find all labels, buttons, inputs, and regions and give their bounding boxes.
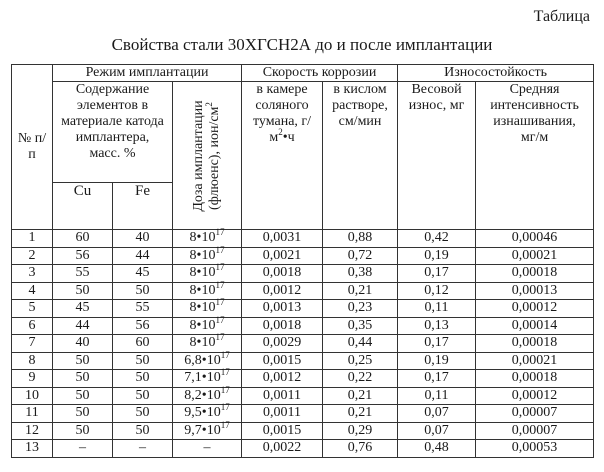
cell-acid: 0,29: [323, 422, 398, 440]
dose-value: 8•10: [190, 318, 216, 333]
cell-dose: [173, 230, 242, 248]
cell-wear-rate: 0,00046: [476, 230, 594, 248]
dose-value: 9,5•10: [184, 405, 220, 420]
header-salt-fog-sup: 2: [278, 127, 283, 137]
cell-salt-fog: 0,0021: [242, 247, 323, 265]
cell-cu: 55: [53, 265, 113, 283]
cell-weight-loss: 0,48: [398, 440, 476, 458]
header-dose-line2: [207, 100, 223, 211]
cell-salt-fog: 0,0022: [242, 440, 323, 458]
cell-salt-fog: 0,0015: [242, 422, 323, 440]
table-row: [12, 440, 594, 458]
cell-dose: [173, 335, 242, 353]
cell-cu: 45: [53, 300, 113, 318]
cell-cu: 50: [53, 405, 113, 423]
cell-num: 2: [12, 247, 53, 265]
dose-value: 8•10: [190, 248, 216, 263]
cell-weight-loss: 0,07: [398, 405, 476, 423]
dose-value: 8•10: [190, 265, 216, 280]
cell-cu: 60: [53, 230, 113, 248]
cell-weight-loss: 0,17: [398, 265, 476, 283]
cell-salt-fog: 0,0013: [242, 300, 323, 318]
cell-fe: 40: [113, 230, 173, 248]
table-body: [12, 230, 594, 458]
cell-acid: 0,25: [323, 352, 398, 370]
cell-cu: 56: [53, 247, 113, 265]
cell-salt-fog: 0,0018: [242, 265, 323, 283]
cell-wear-rate: 0,00014: [476, 317, 594, 335]
cell-acid: 0,35: [323, 317, 398, 335]
cell-wear-rate: 0,00021: [476, 247, 594, 265]
cell-salt-fog: 0,0011: [242, 387, 323, 405]
header-weight-loss: Весовой износ, мг: [398, 82, 476, 230]
table-row: [12, 247, 594, 265]
dose-value: 8,2•10: [184, 388, 220, 403]
cell-salt-fog: 0,0029: [242, 335, 323, 353]
cell-num: 7: [12, 335, 53, 353]
cell-cu: 50: [53, 352, 113, 370]
cell-weight-loss: 0,17: [398, 370, 476, 388]
header-salt-fog-text: в камере соляного тумана, г/м: [253, 82, 311, 145]
header-dose-text: [191, 100, 223, 211]
dose-exponent: 17: [221, 402, 230, 412]
dose-value: 8•10: [190, 335, 216, 350]
cell-weight-loss: 0,42: [398, 230, 476, 248]
cell-dose: [173, 440, 242, 458]
header-salt-fog-unit: •ч: [283, 130, 295, 145]
dose-value: 8•10: [190, 300, 216, 315]
dose-exponent: 17: [221, 367, 230, 377]
cell-fe: 50: [113, 370, 173, 388]
cell-dose: [173, 300, 242, 318]
header-dose-unit: (флюенс), ион/см: [207, 106, 222, 209]
dose-exponent: 17: [215, 315, 224, 325]
cell-wear-rate: 0,00012: [476, 387, 594, 405]
table-row: [12, 282, 594, 300]
cell-dose: [173, 422, 242, 440]
cell-acid: 0,21: [323, 387, 398, 405]
header-mode: Режим имплантации: [53, 65, 242, 82]
header-wear: Износостойкость: [398, 65, 594, 82]
cell-wear-rate: 0,00012: [476, 300, 594, 318]
cell-fe: –: [113, 440, 173, 458]
cell-fe: 50: [113, 405, 173, 423]
dose-exponent: 17: [221, 420, 230, 430]
cell-cu: 44: [53, 317, 113, 335]
dose-exponent: 17: [215, 262, 224, 272]
header-dose-line1: Доза имплантации: [191, 100, 207, 211]
cell-wear-rate: 0,00007: [476, 405, 594, 423]
cell-acid: 0,23: [323, 300, 398, 318]
cell-fe: 55: [113, 300, 173, 318]
cell-cu: 50: [53, 387, 113, 405]
cell-num: 12: [12, 422, 53, 440]
cell-salt-fog: 0,0015: [242, 352, 323, 370]
cell-num: 10: [12, 387, 53, 405]
cell-salt-fog: 0,0018: [242, 317, 323, 335]
cell-fe: 45: [113, 265, 173, 283]
cell-weight-loss: 0,07: [398, 422, 476, 440]
cell-dose: [173, 405, 242, 423]
table-row: [12, 405, 594, 423]
cell-fe: 44: [113, 247, 173, 265]
table-row: [12, 317, 594, 335]
dose-value: 6,8•10: [184, 353, 220, 368]
dose-value: 8•10: [190, 283, 216, 298]
cell-dose: [173, 265, 242, 283]
header-row-1: [12, 65, 594, 82]
cell-num: 5: [12, 300, 53, 318]
header-row-2: [12, 82, 594, 183]
cell-weight-loss: 0,11: [398, 300, 476, 318]
dose-value: 9,7•10: [184, 423, 220, 438]
cell-num: 4: [12, 282, 53, 300]
dose-exponent: 17: [221, 350, 230, 360]
cell-weight-loss: 0,12: [398, 282, 476, 300]
dose-value: 8•10: [190, 230, 216, 245]
cell-acid: 0,38: [323, 265, 398, 283]
cell-salt-fog: 0,0011: [242, 405, 323, 423]
cell-wear-rate: 0,00013: [476, 282, 594, 300]
table-row: [12, 370, 594, 388]
dose-exponent: 17: [215, 245, 224, 255]
table-title: Свойства стали 30ХГСН2А до и после имплантации: [0, 35, 604, 55]
cell-fe: 50: [113, 387, 173, 405]
cell-num: 1: [12, 230, 53, 248]
table-row: [12, 352, 594, 370]
cell-fe: 50: [113, 352, 173, 370]
cell-wear-rate: 0,00018: [476, 370, 594, 388]
cell-fe: 50: [113, 422, 173, 440]
properties-table: [11, 64, 594, 458]
dose-exponent: 17: [215, 227, 224, 237]
cell-weight-loss: 0,19: [398, 352, 476, 370]
dose-exponent: 17: [215, 280, 224, 290]
table-caption: Таблица: [534, 8, 590, 26]
cell-wear-rate: 0,00018: [476, 335, 594, 353]
cell-num: 8: [12, 352, 53, 370]
cell-weight-loss: 0,13: [398, 317, 476, 335]
dose-exponent: 17: [215, 297, 224, 307]
cell-acid: 0,22: [323, 370, 398, 388]
cell-cu: 50: [53, 370, 113, 388]
cell-acid: 0,72: [323, 247, 398, 265]
table-row: [12, 387, 594, 405]
cell-num: 13: [12, 440, 53, 458]
cell-dose: [173, 282, 242, 300]
dose-exponent: 17: [215, 332, 224, 342]
cell-dose: [173, 387, 242, 405]
cell-wear-rate: 0,00018: [476, 265, 594, 283]
cell-weight-loss: 0,19: [398, 247, 476, 265]
header-num: № п/п: [12, 65, 53, 230]
cell-salt-fog: 0,0012: [242, 370, 323, 388]
cell-fe: 60: [113, 335, 173, 353]
cell-cu: 50: [53, 422, 113, 440]
cell-acid: 0,21: [323, 282, 398, 300]
cell-weight-loss: 0,11: [398, 387, 476, 405]
cell-acid: 0,76: [323, 440, 398, 458]
dose-exponent: 17: [221, 385, 230, 395]
cell-fe: 50: [113, 282, 173, 300]
cell-salt-fog: 0,0012: [242, 282, 323, 300]
cell-num: 3: [12, 265, 53, 283]
cell-acid: 0,21: [323, 405, 398, 423]
cell-wear-rate: 0,00053: [476, 440, 594, 458]
header-content: Содержание элементов в материале катода имплантера, масс. %: [53, 82, 173, 183]
cell-salt-fog: 0,0031: [242, 230, 323, 248]
cell-dose: [173, 317, 242, 335]
cell-weight-loss: 0,17: [398, 335, 476, 353]
cell-num: 6: [12, 317, 53, 335]
header-cu: Cu: [53, 183, 113, 230]
header-salt-fog: [242, 82, 323, 230]
cell-acid: 0,44: [323, 335, 398, 353]
cell-wear-rate: 0,00021: [476, 352, 594, 370]
header-acid: в кислом растворе, см/мин: [323, 82, 398, 230]
dose-value: 7,1•10: [184, 370, 220, 385]
cell-dose: [173, 247, 242, 265]
table-row: [12, 300, 594, 318]
cell-acid: 0,88: [323, 230, 398, 248]
table-row: [12, 422, 594, 440]
header-dose-sup: 2: [204, 102, 214, 107]
cell-num: 11: [12, 405, 53, 423]
table-row: [12, 230, 594, 248]
cell-dose: [173, 370, 242, 388]
cell-num: 9: [12, 370, 53, 388]
header-wear-rate: Средняя интенсивность изнашивания, мг/м: [476, 82, 594, 230]
table-row: [12, 265, 594, 283]
header-fe: Fe: [113, 183, 173, 230]
cell-cu: –: [53, 440, 113, 458]
header-corrosion: Скорость коррозии: [242, 65, 398, 82]
cell-fe: 56: [113, 317, 173, 335]
table-row: [12, 335, 594, 353]
cell-dose: [173, 352, 242, 370]
cell-wear-rate: 0,00007: [476, 422, 594, 440]
cell-cu: 40: [53, 335, 113, 353]
dose-value: –: [204, 440, 211, 455]
header-dose: [173, 82, 242, 230]
cell-cu: 50: [53, 282, 113, 300]
